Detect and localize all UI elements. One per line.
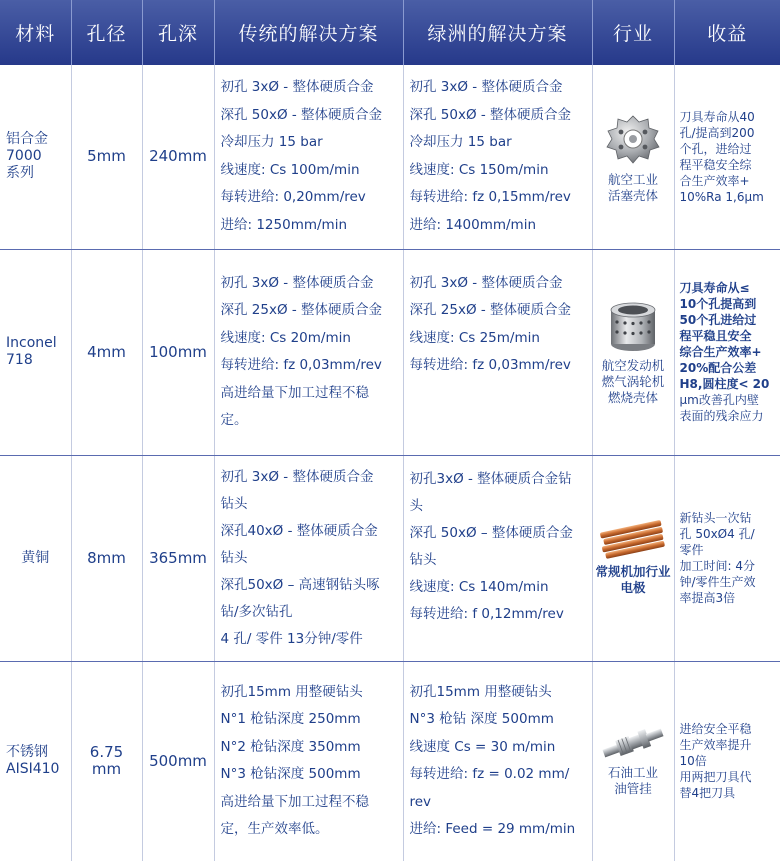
benefit-line: 零件 (679, 543, 704, 557)
solution-line: 初孔 3xØ - 整体硬质合金 (409, 274, 563, 291)
solution-line: 初孔 3xØ - 整体硬质合金 (220, 79, 374, 96)
solution-line: 深孔 50xØ - 整体硬质合金 (220, 106, 383, 123)
benefit-line: H8,圆柱度< 20 (679, 377, 770, 391)
solution-line: 每转进给: fz 0,03mm/rev (220, 357, 382, 373)
solution-line: 定。 (220, 412, 248, 428)
table-row (0, 249, 780, 455)
solution-line: 每转进给: 0,20mm/rev (220, 189, 366, 206)
solution-line: 冷却压力 15 bar (220, 134, 323, 151)
industry-cell (592, 661, 674, 861)
solution-line: 钻/多次钻孔 (220, 603, 293, 620)
benefit-line: 10%Ra 1,6μm (679, 189, 764, 204)
benefit-line: 程平稳安全综 (679, 157, 752, 172)
solution-line: 每转进给: f 0,12mm/rev (409, 605, 564, 622)
solution-line: 线速度: Cs 25m/min (409, 329, 540, 346)
diameter-cell: 6.75 mm (71, 661, 142, 861)
solution-line: 高进给量下加工过程不稳 (220, 384, 369, 401)
benefit-line: 用两把刀具代 (679, 770, 752, 784)
header-diameter: 孔径 (71, 0, 142, 65)
depth-cell: 100mm (142, 249, 214, 455)
solution-line: 初孔3xØ - 整体硬质合金钻 (409, 470, 572, 487)
header-depth: 孔深 (142, 0, 214, 65)
benefit-line: 钟/零件生产效 (679, 575, 756, 589)
benefit-line: 50个孔进给过 (679, 313, 757, 327)
benefit-line: 个孔，进给过 (679, 141, 752, 156)
depth-cell: 500mm (142, 661, 214, 861)
solution-line: 进给: Feed = 29 mm/min (409, 821, 576, 837)
header-traditional: 传统的解决方案 (214, 0, 403, 65)
solution-line: 线速度: Cs 20m/min (220, 329, 351, 346)
industry-label: 石油工业 油管挂 (607, 765, 658, 796)
solution-line: 初孔 3xØ - 整体硬质合金 (220, 468, 374, 485)
solution-line: 4 孔/ 零件 13分钟/零件 (220, 630, 363, 647)
tubing-hanger-icon (600, 725, 666, 761)
material-cell: 铝合金 7000 系列 (0, 65, 71, 249)
solution-line: 深孔 25xØ - 整体硬质合金 (409, 302, 572, 318)
solution-line: 每转进给: fz 0,03mm/rev (409, 357, 571, 373)
benefit-cell (674, 455, 780, 661)
benefit-line: 生产效率提升 (679, 738, 752, 752)
solution-line: 初孔15mm 用整硬钻头 (220, 683, 363, 700)
industry-cell (592, 455, 674, 661)
material-cell: 黄铜 (0, 455, 71, 661)
material-cell: Inconel 718 (0, 249, 71, 455)
industry-cell (592, 65, 674, 249)
solution-line: 深孔40xØ - 整体硬质合金 (220, 522, 378, 539)
benefit-line: 孔/提高到200 (679, 125, 755, 140)
benefit-cell (674, 249, 780, 455)
industry-label: 常规机加行业 电极 (595, 564, 671, 595)
benefit-line: 10个孔提高到 (679, 297, 757, 311)
solution-line: 线速度 Cs = 30 m/min (409, 738, 556, 755)
traditional-solution-cell (214, 65, 403, 249)
depth-cell: 240mm (142, 65, 214, 249)
benefit-line: 20%配合公差 (679, 361, 757, 375)
diameter-cell: 4mm (71, 249, 142, 455)
solution-line: 初孔 3xØ - 整体硬质合金 (220, 274, 374, 291)
oasis-solution-cell (403, 455, 592, 661)
benefit-line: μm改善孔内壁 (679, 393, 759, 407)
diameter-cell: 5mm (71, 65, 142, 249)
benefit-line: 进给安全平稳 (679, 722, 752, 736)
header-benefit: 收益 (674, 0, 780, 65)
benefit-line: 新钻头一次钻 (679, 511, 752, 525)
copper-electrode-icon (600, 520, 666, 560)
solution-line: 每转进给: fz 0,15mm/rev (409, 189, 571, 206)
solution-line: 深孔 50xØ - 整体硬质合金 (409, 106, 572, 123)
solution-line: 线速度: Cs 140m/min (409, 578, 549, 595)
solution-line: 进给: 1400mm/min (409, 216, 537, 233)
industry-label: 航空发动机 燃气涡轮机 燃烧壳体 (601, 358, 665, 405)
traditional-solution-cell (214, 661, 403, 861)
solution-line: N°3 枪钻深度 500mm (220, 766, 361, 782)
header-oasis: 绿洲的解决方案 (403, 0, 592, 65)
benefit-line: 综合生产效率+ (679, 345, 762, 359)
solution-line: N°1 枪钻深度 250mm (220, 711, 361, 727)
solution-line: 初孔15mm 用整硬钻头 (409, 683, 552, 700)
solution-line: 深孔50xØ – 高速钢钻头啄 (220, 576, 380, 593)
benefit-line: 程平稳且安全 (679, 329, 752, 343)
solution-line: 线速度: Cs 100m/min (220, 161, 360, 178)
benefit-line: 率提高3倍 (679, 591, 736, 605)
solution-line: 深孔 50xØ – 整体硬质合金 (409, 524, 573, 541)
benefit-line: 刀具寿命从40 (679, 109, 755, 124)
table-row (0, 65, 780, 249)
solution-line: N°3 枪钻 深度 500mm (409, 711, 554, 727)
benefit-line: 刀具寿命从≤ (679, 281, 750, 295)
solution-line: 每转进给: fz = 0.02 mm/ (409, 766, 570, 782)
solution-line: 冷却压力 15 bar (409, 134, 512, 151)
turbine-casing-icon (603, 298, 663, 354)
benefit-line: 替4把刀具 (679, 786, 736, 800)
benefit-line: 加工时间: 4分 (679, 559, 755, 573)
depth-cell: 365mm (142, 455, 214, 661)
header-row (0, 0, 780, 65)
industry-cell (592, 249, 674, 455)
solution-line: 钻头 (220, 549, 248, 566)
solution-line: 定，生产效率低。 (220, 821, 329, 837)
benefit-cell (674, 661, 780, 861)
oasis-solution-cell (403, 249, 592, 455)
benefit-line: 合生产效率+ (679, 173, 750, 188)
material-cell: 不锈钢 AISI410 (0, 661, 71, 861)
solution-line: 初孔 3xØ - 整体硬质合金 (409, 79, 563, 96)
solution-line: 深孔 25xØ - 整体硬质合金 (220, 302, 383, 318)
solution-line: 钻头 (220, 495, 248, 512)
table-row (0, 455, 780, 661)
solution-line: 高进给量下加工过程不稳 (220, 793, 369, 810)
header-industry: 行业 (592, 0, 674, 65)
diameter-cell: 8mm (71, 455, 142, 661)
solution-line: 线速度: Cs 150m/min (409, 161, 549, 178)
oasis-solution-cell (403, 65, 592, 249)
traditional-solution-cell (214, 249, 403, 455)
benefit-cell (674, 65, 780, 249)
header-material: 材料 (0, 0, 71, 65)
solution-line: N°2 枪钻深度 350mm (220, 738, 361, 755)
traditional-solution-cell (214, 455, 403, 661)
benefit-line: 表面的残余应力 (679, 409, 764, 423)
industry-label: 航空工业 活塞壳体 (607, 171, 658, 203)
benefit-line: 孔 50xØ4 孔/ (679, 527, 755, 541)
piston-housing-icon (601, 110, 665, 168)
solution-line: rev (409, 793, 432, 810)
oasis-solution-cell (403, 661, 592, 861)
solution-line: 进给: 1250mm/min (220, 216, 348, 233)
solution-line: 头 (409, 497, 423, 514)
table-row (0, 661, 780, 861)
benefit-line: 10倍 (679, 754, 707, 768)
solution-line: 钻头 (409, 551, 437, 568)
